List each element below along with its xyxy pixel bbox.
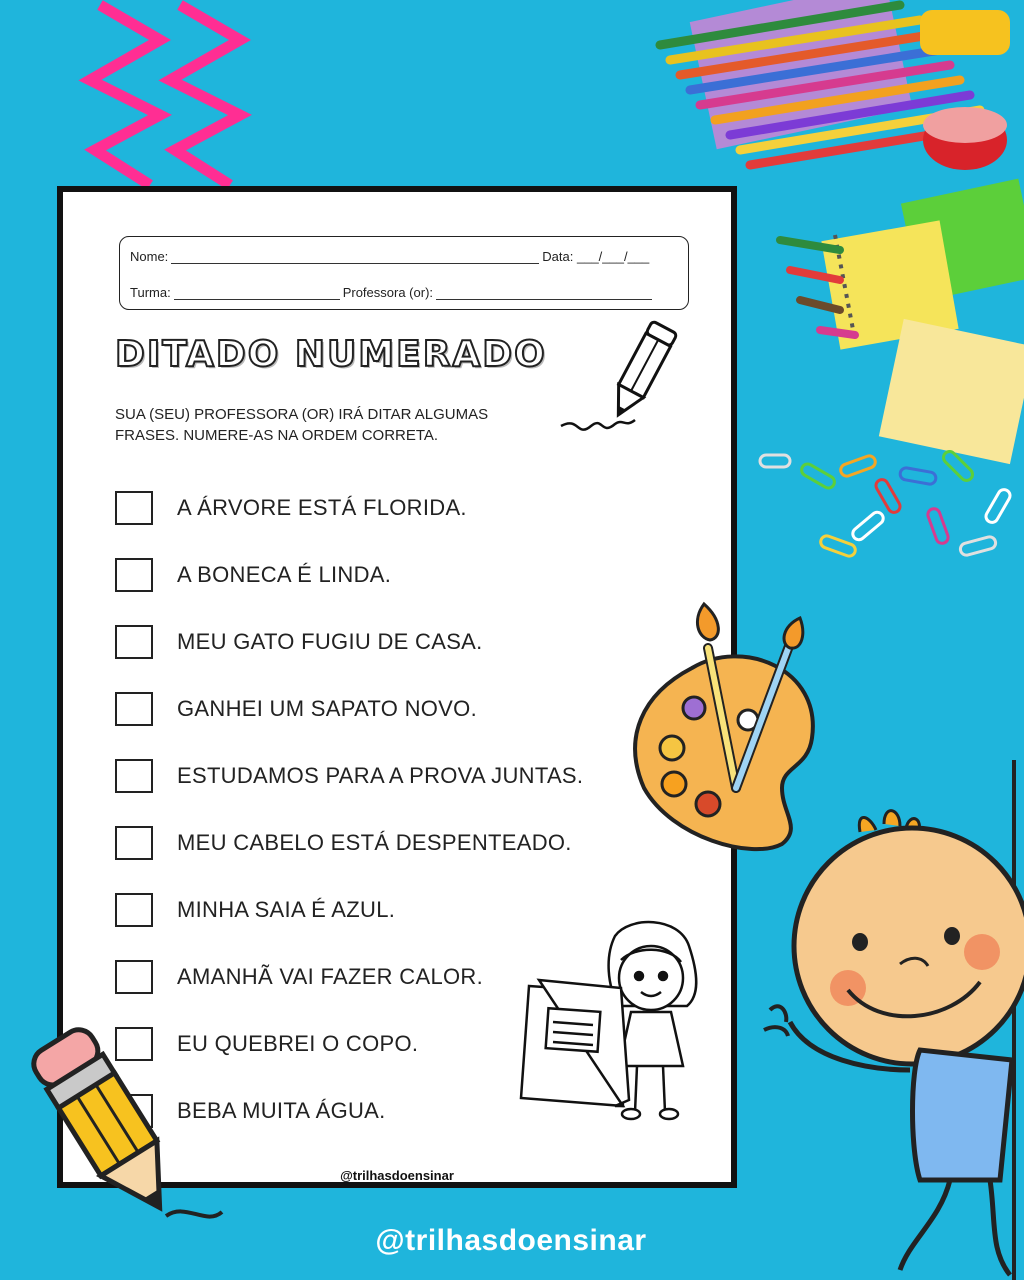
number-box[interactable] — [115, 625, 153, 659]
cartoon-boy-illustration — [760, 760, 1024, 1280]
teacher-label: Professora (or): — [342, 285, 434, 300]
sentence-text: MINHA SAIA É AZUL. — [177, 897, 396, 922]
list-item — [115, 622, 483, 662]
sentence-text: ESTUDAMOS PARA A PROVA JUNTAS. — [177, 763, 584, 788]
number-box[interactable] — [115, 558, 153, 592]
list-item — [115, 756, 583, 796]
worksheet-handle: @trilhasdoensinar — [340, 1168, 454, 1183]
sentence-text: AMANHÃ VAI FAZER CALOR. — [177, 964, 483, 989]
number-box[interactable] — [115, 692, 153, 726]
sentence-text: A ÁRVORE ESTÁ FLORIDA. — [177, 495, 467, 520]
sentence-text: BEBA MUITA ÁGUA. — [177, 1098, 386, 1123]
zigzag-decoration — [70, 0, 260, 190]
list-item — [115, 488, 467, 528]
sentence-text: GANHEI UM SAPATO NOVO. — [177, 696, 477, 721]
sentence-text: MEU CABELO ESTÁ DESPENTEADO. — [177, 830, 572, 855]
title-block — [115, 334, 547, 375]
number-box[interactable] — [115, 826, 153, 860]
number-box[interactable] — [115, 491, 153, 525]
sentence-text: MEU GATO FUGIU DE CASA. — [177, 629, 483, 654]
student-info-box — [119, 236, 689, 310]
instructions-text: SUA (SEU) PROFESSORA (OR) IRÁ DITAR ALGUMAS FRASES. NUMERE-AS NA ORDEM CORRETA. — [115, 406, 489, 444]
number-box[interactable] — [115, 759, 153, 793]
sentence-text: EU QUEBREI O COPO. — [177, 1031, 419, 1056]
girl-with-book-illustration — [519, 916, 725, 1128]
number-box[interactable] — [115, 960, 153, 994]
list-item — [115, 555, 391, 595]
pencil-illustration — [26, 1026, 226, 1232]
class-field-line[interactable] — [174, 288, 340, 300]
list-item — [115, 890, 395, 930]
page-title: DITADO NUMERADO — [115, 334, 547, 375]
list-item — [115, 689, 477, 729]
number-box[interactable] — [115, 893, 153, 927]
class-label: Turma: — [130, 285, 171, 300]
date-label: Data: ___/___/___ — [542, 249, 650, 264]
page-handle-text: @trilhasdoensinar — [375, 1224, 647, 1257]
name-label: Nome: — [130, 249, 169, 264]
pencil-icon — [559, 316, 689, 444]
sentence-text: A BONECA É LINDA. — [177, 562, 392, 587]
page-handle — [0, 1224, 1024, 1258]
name-field-line[interactable] — [171, 252, 539, 264]
teacher-field-line[interactable] — [436, 288, 652, 300]
list-item — [115, 957, 483, 997]
list-item — [115, 823, 572, 863]
